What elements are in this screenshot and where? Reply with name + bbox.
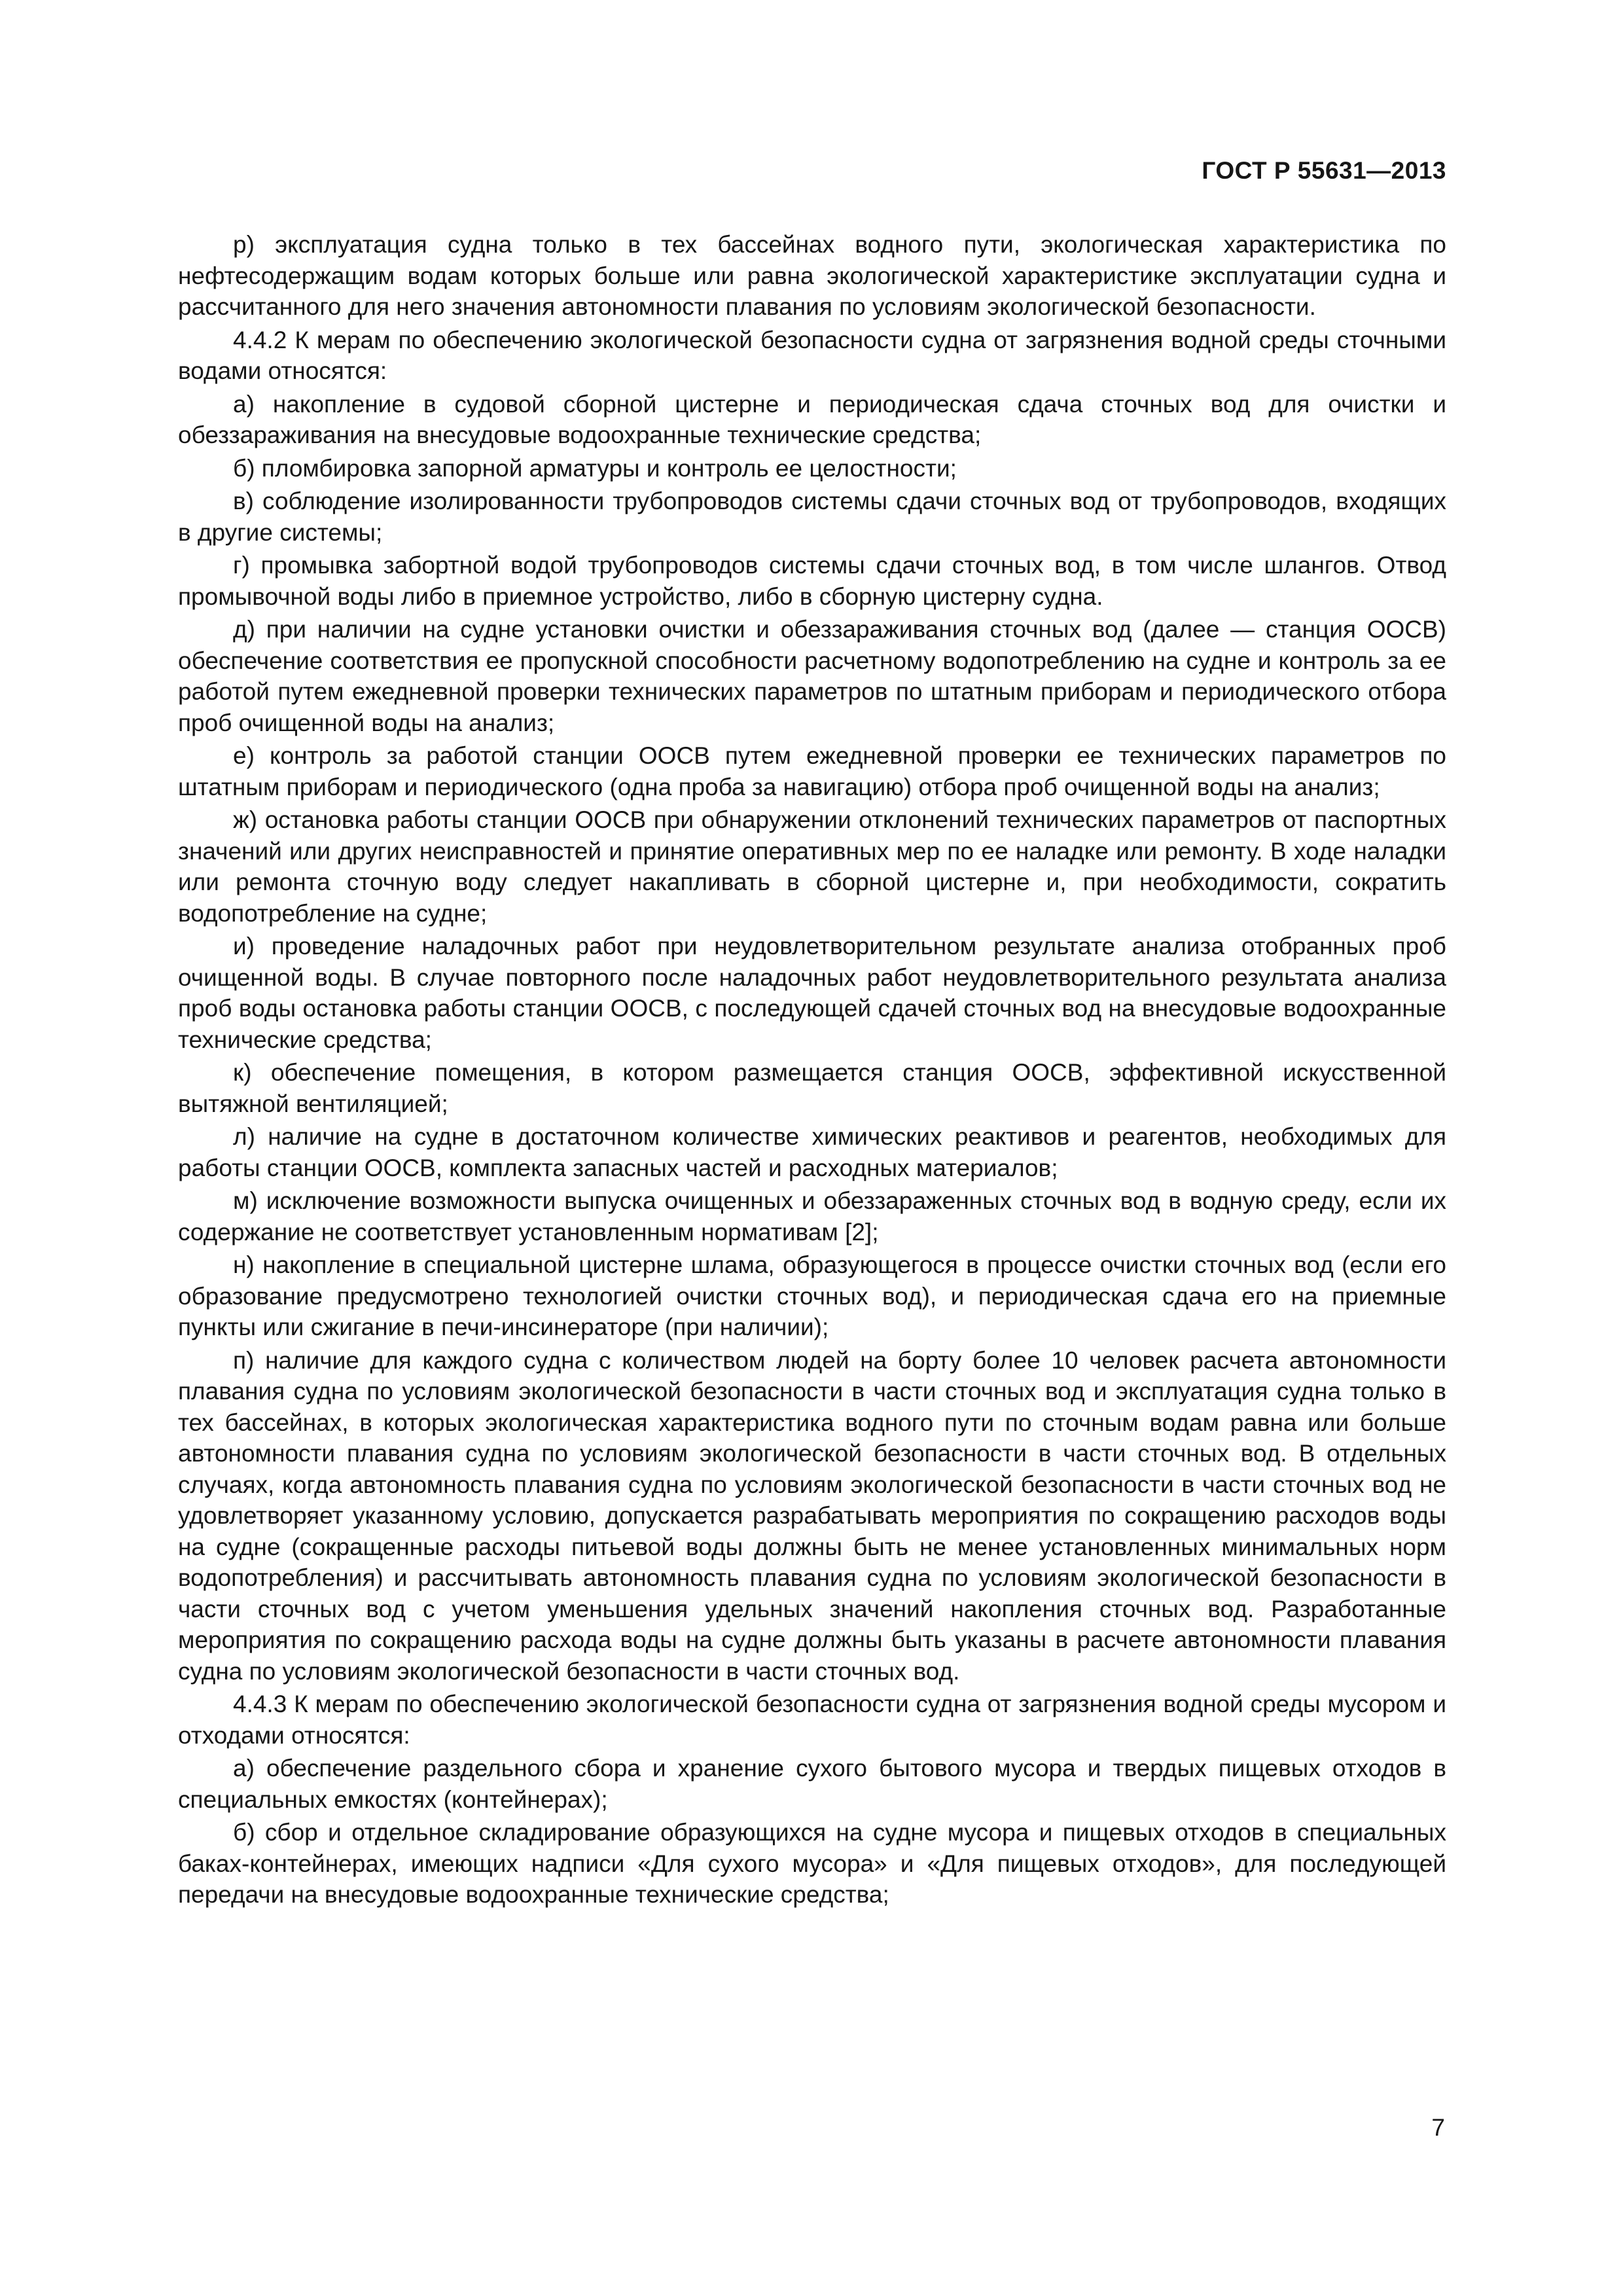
- paragraph-d: д) при наличии на судне установки очистки и обеззараживания сточных вод (далее — станция ООСВ) обеспечение соответствия ее пропускной способности расчетному водопотреблению на судне и контроль за ее работой путем ежедневной проверки технических параметров по штатным приборам и периодического отбора проб очищенной воды на анализ;: [178, 616, 1446, 736]
- paragraph-a-2: а) обеспечение раздельного сбора и хранение сухого бытового мусора и твердых пищевых отходов в специальных емкостях (контейнерах);: [178, 1755, 1446, 1813]
- paragraph-g: г) промывка забортной водой трубопроводов системы сдачи сточных вод, в том числе шлангов. Отвод промывочной воды либо в приемное устройство, либо в сборную цистерну судна.: [178, 552, 1446, 610]
- page-number: 7: [1431, 2114, 1445, 2141]
- paragraph-p: п) наличие для каждого судна с количеством людей на борту более 10 человек расчета автономности плавания судна по условиям экологической безопасности в части сточных вод и эксплуатация судна только в тех бассейнах, в которых экологическая характеристика водного пути по сточным водам равна или больше автономности плавания судна по условиям экологической безопасности в части сточных вод. В отдельных случаях, когда автономность плавания судна по условиям экологической безопасности в части сточных вод не удовлетворяет указанному условию, допускается разрабатывать мероприятия по сокращению расходов воды на судне (сокращенные расходы питьевой воды должны быть не менее установленных минимальных норм водопотребления) и рассчитывать автономность плавания судна по условиям экологической безопасности в части сточных вод с учетом уменьшения удельных значений накопления сточных вод. Разработанные мероприятия по сокращению расхода воды на судне должны быть указаны в расчете автономности плавания судна по условиям экологической безопасности в части сточных вод.: [178, 1346, 1446, 1685]
- paragraph-i: и) проведение наладочных работ при неудовлетворительном результате анализа отобранных проб очищенной воды. В случае повторного после наладочных работ неудовлетворительного результата анализа проб воды остановка работы станции ООСВ, с последующей сдачей сточных вод на внесудовые водоохранные технические средства;: [178, 933, 1446, 1053]
- paragraph-k: к) обеспечение помещения, в котором размещается станция ООСВ, эффективной искусственной вытяжной вентиляцией;: [178, 1059, 1446, 1117]
- paragraph-e: е) контроль за работой станции ООСВ путем ежедневной проверки ее технических параметров по штатным приборам и периодического (одна проба за навигацию) отбора проб очищенной воды на анализ;: [178, 742, 1446, 800]
- paragraph-a: а) накопление в судовой сборной цистерне и периодическая сдача сточных вод для очистки и обеззараживания на внесудовые водоохранные технические средства;: [178, 390, 1446, 448]
- paragraph-b: б) пломбировка запорной арматуры и контроль ее целостности;: [233, 454, 957, 482]
- paragraph-zh: ж) остановка работы станции ООСВ при обнаружении отклонений технических параметров от паспортных значений или других неисправностей и принятие оперативных мер по ее наладке или ремонту. В ходе наладки или ремонта сточную воду следует накапливать в сборной цистерне и, при необходимости, сократить водопотребление на судне;: [178, 806, 1446, 927]
- paragraph-r: р) эксплуатация судна только в тех бассейнах водного пути, экологическая характеристика по нефтесодержащим водам которых больше или равна экологической характеристике эксплуатации судна и рассчитанного для него значения автономности плавания по условиям экологической безопасности.: [178, 231, 1446, 320]
- document-code-header: ГОСТ Р 55631—2013: [1202, 157, 1446, 184]
- paragraph-4-4-2: 4.4.2 К мерам по обеспечению экологической безопасности судна от загрязнения водной среды сточными водами относятся:: [178, 326, 1446, 384]
- paragraph-v: в) соблюдение изолированности трубопроводов системы сдачи сточных вод от трубопроводов, входящих в другие системы;: [178, 488, 1446, 546]
- paragraph-l: л) наличие на судне в достаточном количестве химических реактивов и реагентов, необходимых для работы станции ООСВ, комплекта запасных частей и расходных материалов;: [178, 1123, 1446, 1181]
- document-body: [178, 229, 1446, 1912]
- paragraph-b-2: б) сбор и отдельное складирование образующихся на судне мусора и пищевых отходов в специальных баках-контейнерах, имеющих надписи «Для сухого мусора» и «Для пищевых отходов», для последующей передачи на внесудовые водоохранные технические средства;: [178, 1819, 1446, 1908]
- paragraph-n: н) накопление в специальной цистерне шлама, образующегося в процессе очистки сточных вод (если его образование предусмотрено технологией очистки сточных вод), и периодическая сдача его на приемные пункты или сжигание в печи-инсинераторе (при наличии);: [178, 1251, 1446, 1340]
- paragraph-4-4-3: 4.4.3 К мерам по обеспечению экологической безопасности судна от загрязнения водной среды мусором и отходами относятся:: [178, 1691, 1446, 1749]
- paragraph-m: м) исключение возможности выпуска очищенных и обеззараженных сточных вод в водную среду, если их содержание не соответствует установленным нормативам [2];: [178, 1187, 1446, 1246]
